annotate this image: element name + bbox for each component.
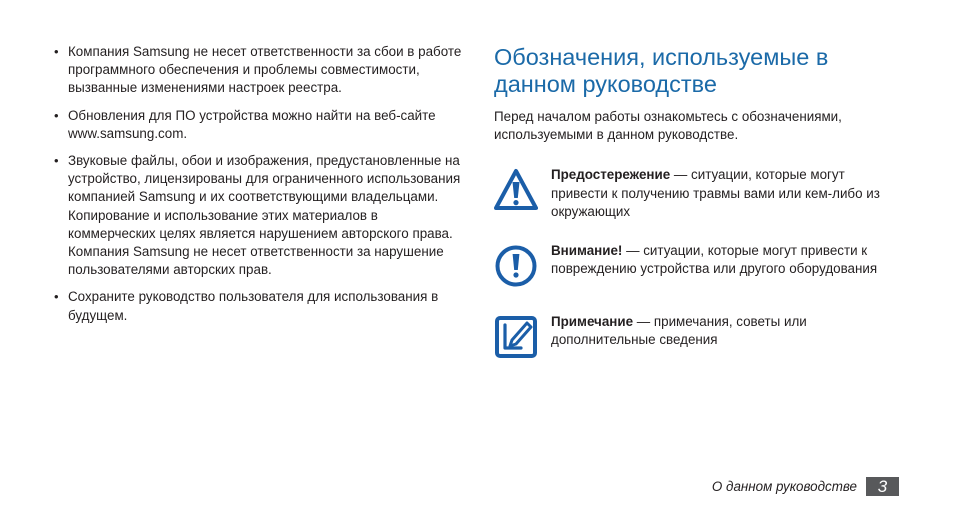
note-term: Примечание [551, 314, 634, 330]
list-item: • Сохраните руководство пользователя для использования в будущем. [54, 288, 464, 324]
caution-description [551, 166, 904, 221]
notice-list [54, 43, 464, 325]
warning-description [551, 242, 904, 278]
warning-row [494, 242, 904, 292]
note-pencil-icon [494, 315, 538, 359]
list-item: • Компания Samsung не несет ответственности за сбои в работе программного обеспечения и проблемы совместимости, вызванные изменениями настроек реестра. [54, 43, 464, 98]
note-description [551, 313, 904, 349]
right-column [494, 44, 904, 363]
warning-text: — ситуации, которые могут привести к повреждению устройства или другого оборудования [551, 243, 878, 277]
caution-triangle-icon [494, 168, 538, 212]
caution-row [494, 166, 904, 221]
note-text: — примечания, советы или дополнительные сведения [551, 314, 807, 348]
list-item: • Звуковые файлы, обои и изображения, предустановленные на устройство, лицензированы для ограниченного использования компанией Samsung и их соответствующими владельцами. Копирование и использование этих материалов в коммерческих целях является нарушением авторского права. Компания Samsung не несет ответственности за нарушение пользователями авторских прав. [54, 152, 464, 279]
intro-text: Перед началом работы ознакомьтесь с обозначениями, используемыми в данном руководстве. [494, 109, 842, 143]
footer-section-label: О данном руководстве [711, 479, 857, 494]
warning-term: Внимание! [551, 243, 623, 259]
caution-text: — ситуации, которые могут привести к получению травмы вами или кем-либо из окружающих [551, 167, 880, 219]
section-title: Обозначения, используемые в данном руководстве [494, 44, 829, 97]
list-item: • Обновления для ПО устройства можно найти на веб-сайте www.samsung.com. [54, 107, 464, 143]
caution-term: Предостережение [551, 167, 671, 183]
note-row [494, 313, 904, 363]
page-number: 3 [866, 477, 899, 496]
page-footer [712, 477, 899, 496]
warning-circle-icon [494, 244, 538, 288]
left-column [54, 43, 464, 334]
